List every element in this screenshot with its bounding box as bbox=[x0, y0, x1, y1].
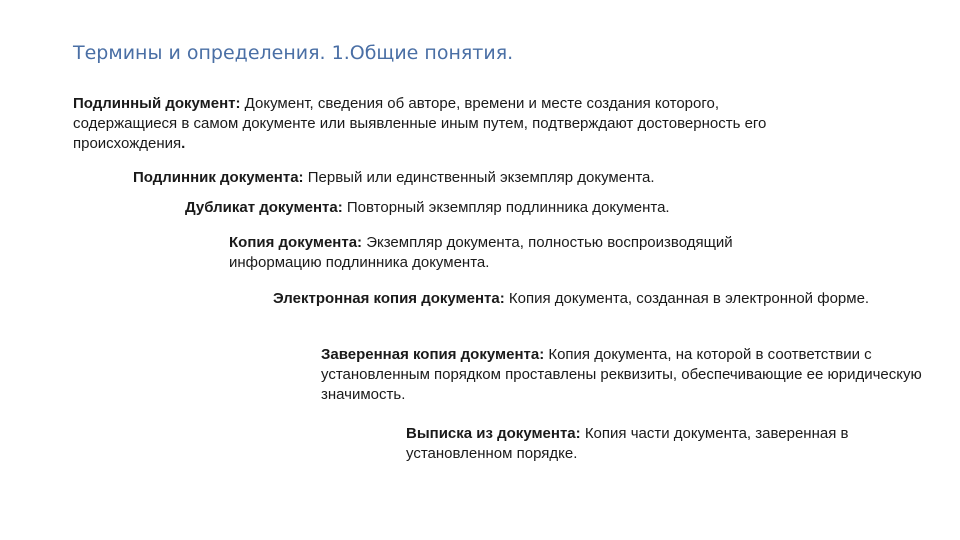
definition-electronic-copy bbox=[273, 289, 873, 309]
term-label: Выписка из документа: bbox=[406, 425, 581, 442]
term-label: Заверенная копия документа: bbox=[321, 346, 545, 363]
definition-extract bbox=[406, 424, 906, 464]
term-label: Копия документа: bbox=[229, 234, 363, 251]
page-title: Термины и определения. 1.Общие понятия. bbox=[73, 42, 514, 64]
definition-text: Документ, сведения об авторе, времени и месте создания которого, содержащиеся в самом документе или выявленные иным путем, подтверждают достоверность его происхождения bbox=[73, 95, 767, 152]
term-label: Дубликат документа: bbox=[185, 199, 343, 216]
definition-text: Повторный экземпляр подлинника документа. bbox=[342, 199, 670, 216]
term-label: Электронная копия документа: bbox=[273, 290, 505, 307]
definition-end-punctuation: . bbox=[181, 135, 186, 152]
definition-duplicate bbox=[185, 198, 785, 218]
definition-certified-copy bbox=[321, 345, 931, 405]
definition-text: Копия части документа, заверенная в установленном порядке. bbox=[406, 425, 849, 462]
definition-text: Копия документа, созданная в электронной форме. bbox=[504, 290, 870, 307]
definition-original-document bbox=[73, 94, 813, 154]
definition-text: Копия документа, на которой в соответствии с установленным порядком проставлены реквизиты, обеспечивающие ее юридическую значимость. bbox=[321, 346, 922, 403]
definition-text: Экземпляр документа, полностью воспроизводящий информацию подлинника документа. bbox=[229, 234, 733, 271]
term-label: Подлинный документ: bbox=[73, 95, 241, 112]
definition-text: Первый или единственный экземпляр документа. bbox=[303, 169, 655, 186]
term-label: Подлинник документа: bbox=[133, 169, 304, 186]
definition-original-copy bbox=[133, 168, 753, 188]
definition-copy bbox=[229, 233, 794, 273]
